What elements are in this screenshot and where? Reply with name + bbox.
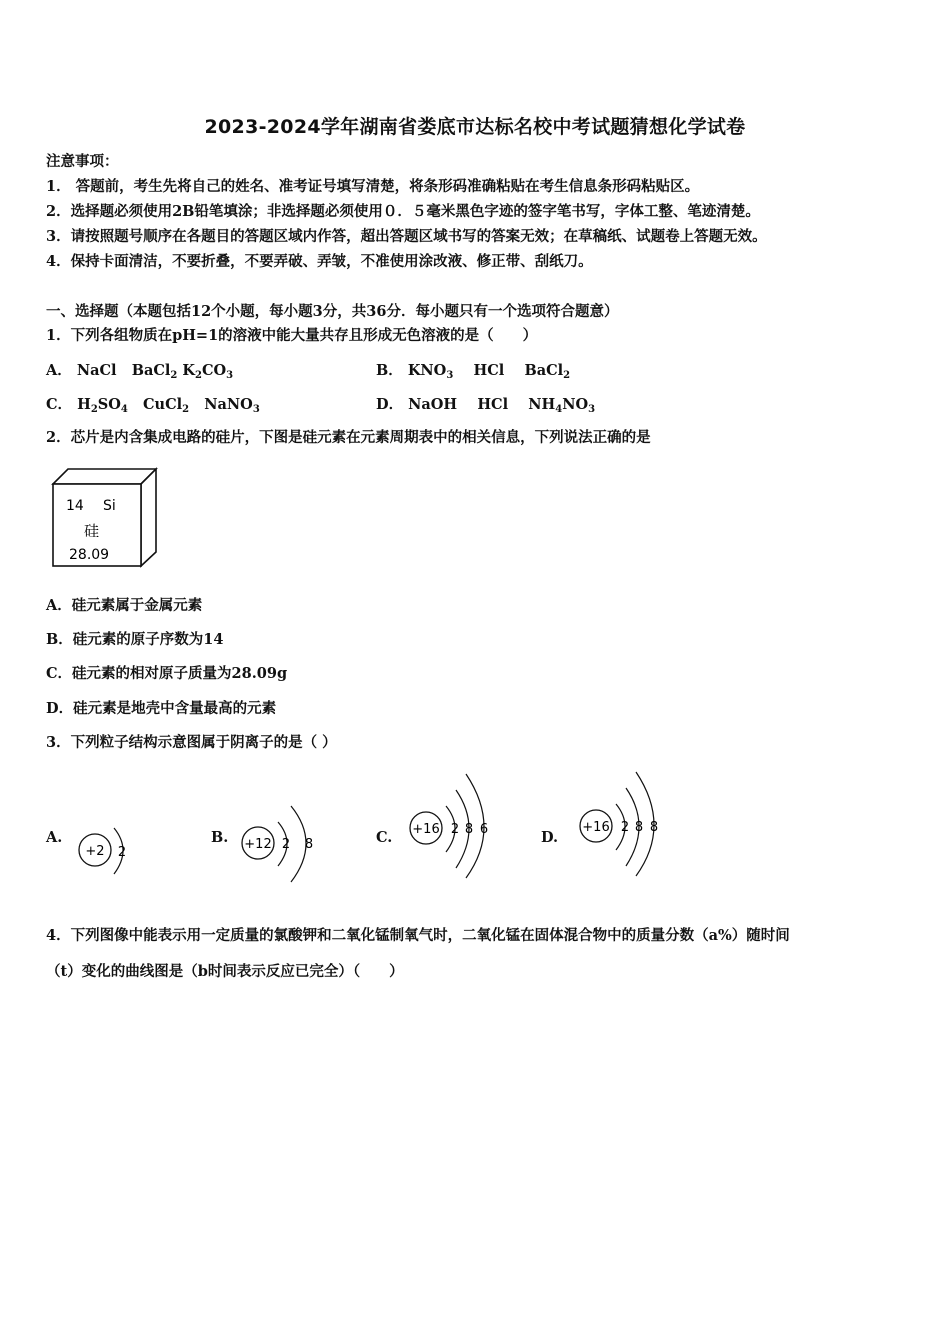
section-heading: 一、选择题（本题包括12个小题，每小题3分，共36分．每小题只有一个选项符合题意）	[46, 303, 619, 320]
svg-text:+2: +2	[85, 844, 105, 859]
q1-option-a[interactable]: A． NaCl BaCl$_2$ $K_2CO_3$	[46, 362, 234, 381]
element-number: 14	[66, 498, 84, 514]
svg-text:8: 8	[304, 837, 314, 852]
notice-item-4: 4．保持卡面清洁，不要折叠，不要弄破、弄皱，不准使用涂改液、修正带、刮纸刀。	[46, 253, 593, 270]
q3-option-d-diagram[interactable]	[574, 768, 666, 878]
q3-option-c-diagram[interactable]	[404, 770, 496, 880]
element-tile-silicon	[50, 466, 160, 570]
svg-text:8: 8	[634, 820, 644, 835]
q2-option-d[interactable]: D．硅元素是地壳中含量最高的元素	[46, 700, 277, 717]
element-symbol: Si	[103, 498, 116, 514]
q3-option-d-label[interactable]: D.	[541, 829, 559, 846]
svg-text:8: 8	[649, 820, 659, 835]
page-title: 2023-2024学年湖南省娄底市达标名校中考试题猜想化学试卷	[204, 116, 746, 138]
svg-text:+16: +16	[582, 820, 610, 835]
q3-option-a-diagram[interactable]	[74, 818, 136, 882]
question-4-stem-line-2: （t）变化的曲线图是（b时间表示反应已完全）（ ）	[46, 963, 404, 980]
svg-text:+16: +16	[412, 822, 440, 837]
notice-item-3: 3．请按照题号顺序在各题目的答题区域内作答，超出答题区域书写的答案无效；在草稿纸、试题卷上答题无效。	[46, 228, 767, 245]
svg-text:8: 8	[464, 822, 474, 837]
q1-option-d[interactable]: D． NaOH HCl $NH_4NO_3$	[376, 396, 596, 415]
svg-text:+12: +12	[244, 837, 272, 852]
notice-heading: 注意事项：	[46, 153, 119, 170]
svg-text:2: 2	[620, 820, 630, 835]
element-name: 硅	[84, 522, 100, 540]
notice-item-2: 2．选择题必须使用2B铅笔填涂；非选择题必须使用０．５毫米黑色字迹的签字笔书写，字体工整、笔迹清楚。	[46, 203, 760, 220]
svg-text:6: 6	[479, 822, 489, 837]
q1-option-b[interactable]: B． $KNO_3$ HCl BaCl$_2$	[376, 362, 571, 381]
q2-option-c[interactable]: C．硅元素的相对原子质量为28.09g	[46, 665, 288, 682]
question-2-stem: 2．芯片是内含集成电路的硅片，下图是硅元素在元素周期表中的相关信息，下列说法正确的是	[46, 429, 651, 446]
question-1-stem: 1．下列各组物质在pH=1的溶液中能大量共存且形成无色溶液的是（ ）	[46, 327, 538, 344]
element-mass: 28.09	[69, 547, 110, 563]
q2-option-a[interactable]: A．硅元素属于金属元素	[46, 597, 203, 614]
q3-option-a-label[interactable]: A.	[46, 829, 63, 846]
q3-option-c-label[interactable]: C.	[376, 829, 393, 846]
q3-option-b-label[interactable]: B.	[211, 829, 229, 846]
question-4-stem-line-1: 4．下列图像中能表示用一定质量的氯酸钾和二氧化锰制氧气时，二氧化锰在固体混合物中的质量分数（a%）随时间	[46, 927, 790, 944]
notice-item-1: 1． 答题前，考生先将自己的姓名、准考证号填写清楚，将条形码准确粘贴在考生信息条形码粘贴区。	[46, 178, 700, 195]
q1-option-c[interactable]: C． $H_2SO_4$ CuCl$_2$ NaNO$_3$	[46, 396, 260, 415]
q2-option-b[interactable]: B．硅元素的原子序数为14	[46, 631, 224, 648]
svg-text:2: 2	[450, 822, 460, 837]
svg-text:2: 2	[117, 845, 127, 860]
question-3-stem: 3．下列粒子结构示意图属于阴离子的是（ ）	[46, 734, 337, 751]
svg-text:2: 2	[281, 837, 291, 852]
q3-option-b-diagram[interactable]	[236, 798, 326, 888]
